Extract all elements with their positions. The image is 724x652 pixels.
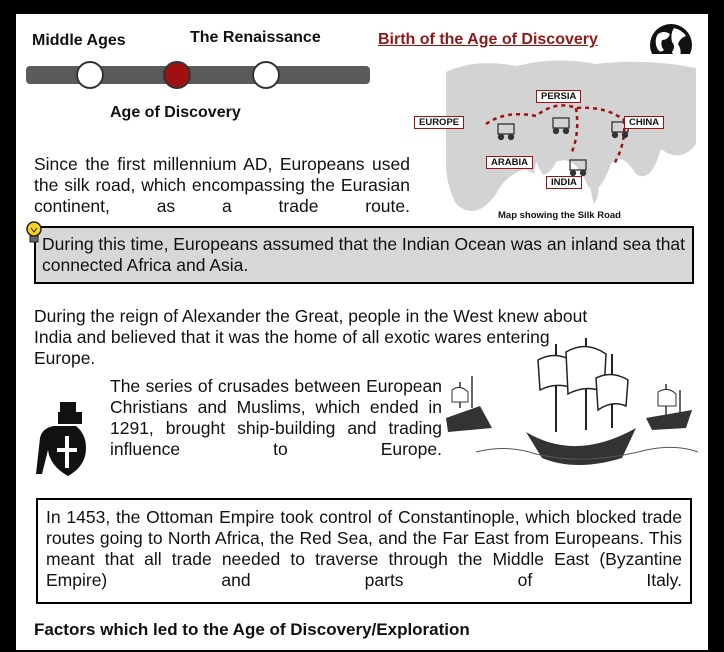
timeline-dot-middle-ages[interactable] [76, 61, 104, 89]
map-label-persia: PERSIA [536, 90, 581, 103]
page [14, 12, 710, 652]
lightbulb-icon [24, 220, 44, 248]
ottoman-box [36, 498, 692, 604]
highlight-box [34, 226, 694, 284]
ottoman-text: In 1453, the Ottoman Empire took control of Constantinople, which blocked trade routes going to North Africa, the Red Sea, and the Far East from Europeans. This meant that all trade needed to traverse through the Middle East (Byzantine Empire) and parts of Italy. [46, 507, 682, 590]
ships-illustration [446, 332, 698, 482]
highlight-text: During this time, Europeans assumed that the Indian Ocean was an inland sea that connected Africa and Asia. [42, 234, 686, 275]
map-label-arabia: ARABIA [486, 156, 533, 169]
crusader-knight-icon [32, 398, 92, 478]
alexander-paragraph: During the reign of Alexander the Great, people in the West knew about India and believed that it was the home of all exotic wares entering Europe. [34, 306, 588, 368]
crusades-paragraph: The series of crusades between European Christians and Muslims, which ended in 1291, brought ship-building and trading influence to Europe. [110, 376, 442, 459]
map-label-china: CHINA [624, 116, 664, 129]
nav-renaissance: The Renaissance [190, 29, 321, 46]
timeline-dot-renaissance[interactable] [252, 61, 280, 89]
silk-road-map [446, 54, 696, 222]
map-caption: Map showing the Silk Road [498, 210, 621, 221]
factors-heading: Factors which led to the Age of Discovery/Exploration [34, 620, 470, 639]
map-label-india: INDIA [546, 176, 582, 189]
intro-paragraph: Since the first millennium AD, Europeans used the silk road, which encompassing the Eurasian continent, as a trade route. [34, 154, 410, 216]
nav-middle-ages: Middle Ages [32, 32, 126, 49]
map-label-europe: EUROPE [414, 116, 464, 129]
page-title[interactable]: Birth of the Age of Discovery [378, 31, 598, 48]
nav-age-of-discovery: Age of Discovery [110, 104, 241, 121]
timeline-dot-current[interactable] [163, 61, 191, 89]
